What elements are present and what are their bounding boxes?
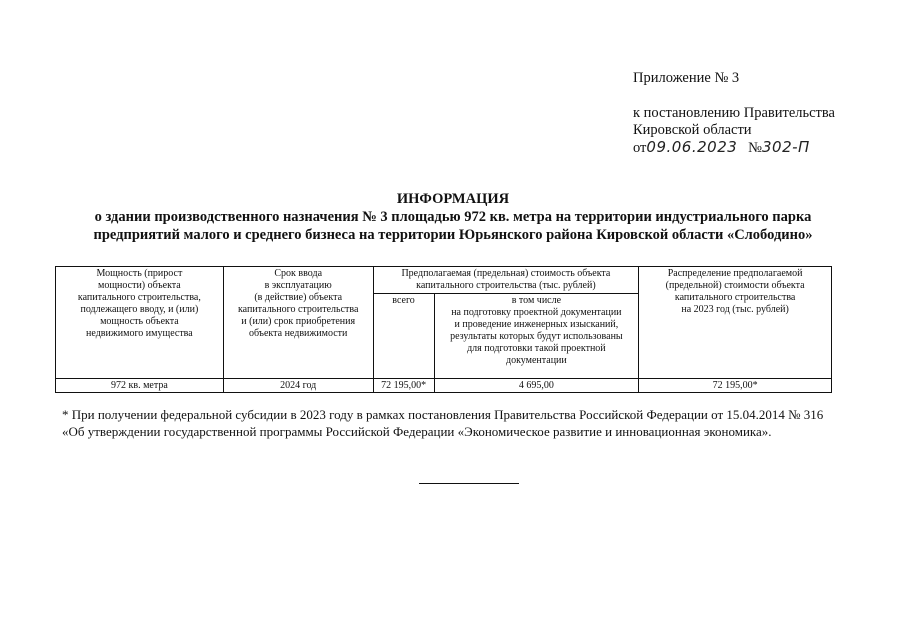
cell-distribution: 72 195,00* — [639, 379, 832, 393]
resolution-line-1: к постановлению Правительства — [633, 105, 835, 121]
header-term: Срок ввода в эксплуатацию (в действие) объекта капитального строительства и (или) срок приобретения объекта недвижимости — [223, 267, 373, 379]
document-title — [40, 190, 866, 244]
date-prefix: от — [633, 140, 647, 156]
table-header-row-1 — [56, 267, 832, 294]
closing-divider-line — [419, 483, 519, 484]
header-distribution: Распределение предполагаемой (предельной) стоимости объекта капитального строительства на 2023 год (тыс. рублей) — [639, 267, 832, 379]
handwritten-number: 302-П — [762, 138, 810, 156]
info-table — [55, 266, 832, 393]
title-heading: ИНФОРМАЦИЯ — [396, 191, 510, 207]
title-line-1: о здании производственного назначения № 3 площадью 972 кв. метра на территории индустриального парка — [94, 209, 812, 225]
header-capacity: Мощность (прирост мощности) объекта капитального строительства, подлежащего вводу, и (или) мощность объекта недвижимого имущества — [56, 267, 224, 379]
header-total: всего — [373, 294, 434, 379]
footnote-line-2: «Об утверждении государственной программы Российской Федерации «Экономическое развитие и инновационная экономика». — [62, 424, 772, 439]
cell-total: 72 195,00* — [373, 379, 434, 393]
cell-design: 4 695,00 — [434, 379, 639, 393]
footnote-line-1: * При получении федеральной субсидии в 2023 году в рамках постановления Правительства Российской Федерации от 15.04.2014 № 316 — [62, 407, 824, 422]
header-estimated-cost: Предполагаемая (предельная) стоимость объекта капитального строительства (тыс. рублей) — [373, 267, 639, 294]
resolution-reference — [633, 105, 835, 157]
title-line-2: предприятий малого и среднего бизнеса на территории Юрьянского района Кировской области «Слободино» — [93, 227, 813, 243]
cell-term: 2024 год — [223, 379, 373, 393]
handwritten-date: 09.06.2023 — [646, 138, 738, 156]
footnote — [62, 406, 862, 440]
resolution-date-number — [633, 139, 835, 157]
number-prefix: № — [748, 140, 763, 156]
appendix-number: Приложение № 3 — [633, 70, 740, 86]
resolution-line-2: Кировской области — [633, 122, 752, 138]
cell-capacity: 972 кв. метра — [56, 379, 224, 393]
table-row — [56, 379, 832, 393]
header-design-cost: в том числе на подготовку проектной документации и проведение инженерных изысканий, результаты которых будут использованы для подготовки такой проектной документации — [434, 294, 639, 379]
appendix-block — [633, 70, 835, 157]
